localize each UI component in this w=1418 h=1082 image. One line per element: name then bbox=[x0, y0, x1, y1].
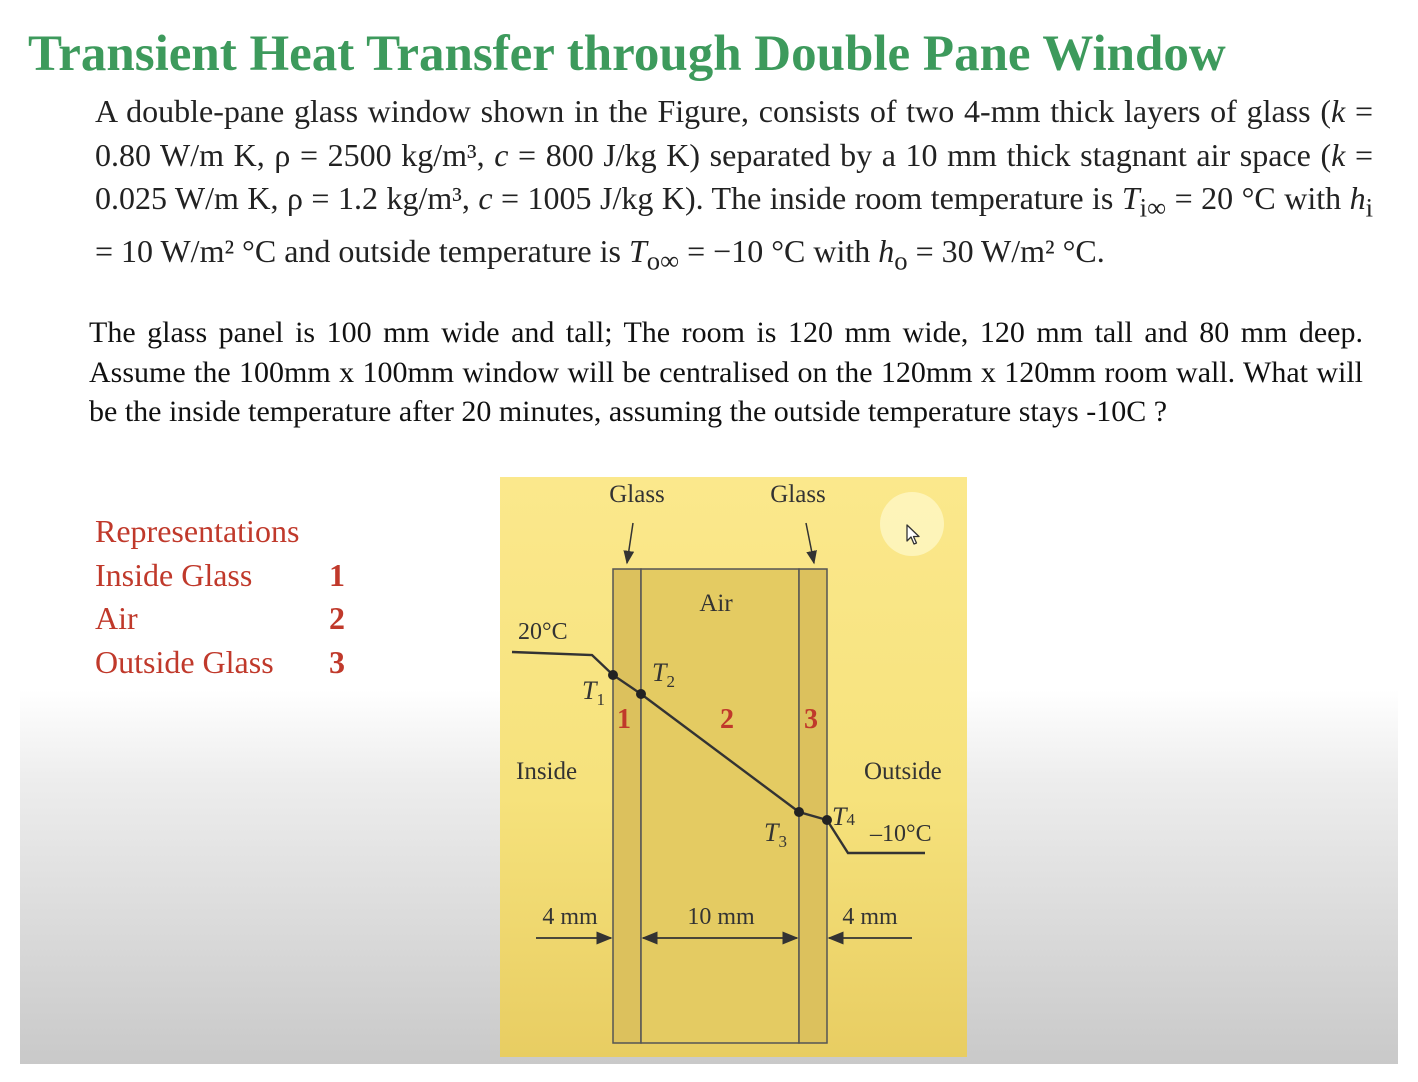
t4-label: T4 bbox=[832, 802, 855, 831]
outside-label: Outside bbox=[864, 758, 942, 785]
legend-item bbox=[95, 554, 345, 598]
double-pane-window-figure bbox=[500, 477, 967, 1057]
window-diagram bbox=[500, 477, 967, 1057]
slide-title: Transient Heat Transfer through Double Pane Window bbox=[28, 26, 1226, 82]
representations-heading: Representations bbox=[95, 513, 300, 549]
legend-item bbox=[95, 597, 345, 641]
outside-temperature-label: –10°C bbox=[870, 821, 932, 847]
dim-middle-label: 10 mm bbox=[687, 904, 755, 930]
representations-legend bbox=[95, 510, 345, 684]
t2-label: $T_2$ bbox=[652, 658, 675, 691]
region-2-number: 2 bbox=[720, 704, 734, 735]
inside-label: Inside bbox=[516, 758, 578, 785]
legend-label: Inside Glass bbox=[95, 556, 253, 593]
air-label: Air bbox=[699, 590, 733, 617]
glass-right-label: Glass bbox=[770, 481, 826, 508]
t3-point bbox=[794, 807, 804, 817]
region-1-number: 1 bbox=[617, 704, 631, 735]
legend-number: 2 bbox=[329, 600, 345, 636]
problem-paragraph-1: A double-pane glass window shown in the Figure, consists of two 4-mm thick layers of glass (k = 0.80 W/m K, ρ = 2500 kg/m³, c = 800 J/kg K) separated by a 10 mm thick stagnant air space (k = 0.025 W/m K, ρ = 1.2 kg/m³, c = 1005 J/kg K). The inside room temperature is $T_{i\infty} = 20$ °C with $h_i = 10$ W/m² °C and outside temperature is $T_{o\infty} = -10$ °C with $h_o = 30$ W/m² °C. bbox=[95, 93, 1374, 276]
dim-right-label: 4 mm bbox=[842, 904, 898, 930]
problem-paragraph-2: The glass panel is 100 mm wide and tall; The room is 120 mm wide, 120 mm tall and 80 mm deep. Assume the 100mm x 100mm window will be centralised on the 120mm x 120mm room wall. What will be the inside temperature after 20 minutes, assuming the outside temperature stays -10C ? bbox=[89, 316, 1363, 428]
legend-number: 1 bbox=[329, 556, 345, 593]
legend-item bbox=[95, 641, 345, 685]
t1-point bbox=[608, 670, 618, 680]
glass-left-label: Glass bbox=[609, 481, 665, 508]
air-gap bbox=[641, 569, 799, 1043]
glass-left-arrow bbox=[627, 523, 633, 563]
t2-point bbox=[636, 689, 646, 699]
t4-point bbox=[822, 815, 832, 825]
dim-left-label: 4 mm bbox=[542, 904, 598, 930]
outside-glass-pane bbox=[799, 569, 827, 1043]
glass-right-arrow bbox=[806, 523, 814, 563]
t1-label: $T_1$ bbox=[582, 676, 605, 709]
pointer-arrow-icon bbox=[906, 524, 922, 546]
legend-label: Outside Glass bbox=[95, 643, 274, 680]
legend-label: Air bbox=[95, 600, 138, 636]
inside-temperature-label: 20°C bbox=[518, 619, 568, 645]
legend-number: 3 bbox=[329, 643, 345, 680]
region-3-number: 3 bbox=[804, 704, 818, 735]
inside-glass-pane bbox=[613, 569, 641, 1043]
t3-label: $T_3$ bbox=[764, 818, 787, 851]
